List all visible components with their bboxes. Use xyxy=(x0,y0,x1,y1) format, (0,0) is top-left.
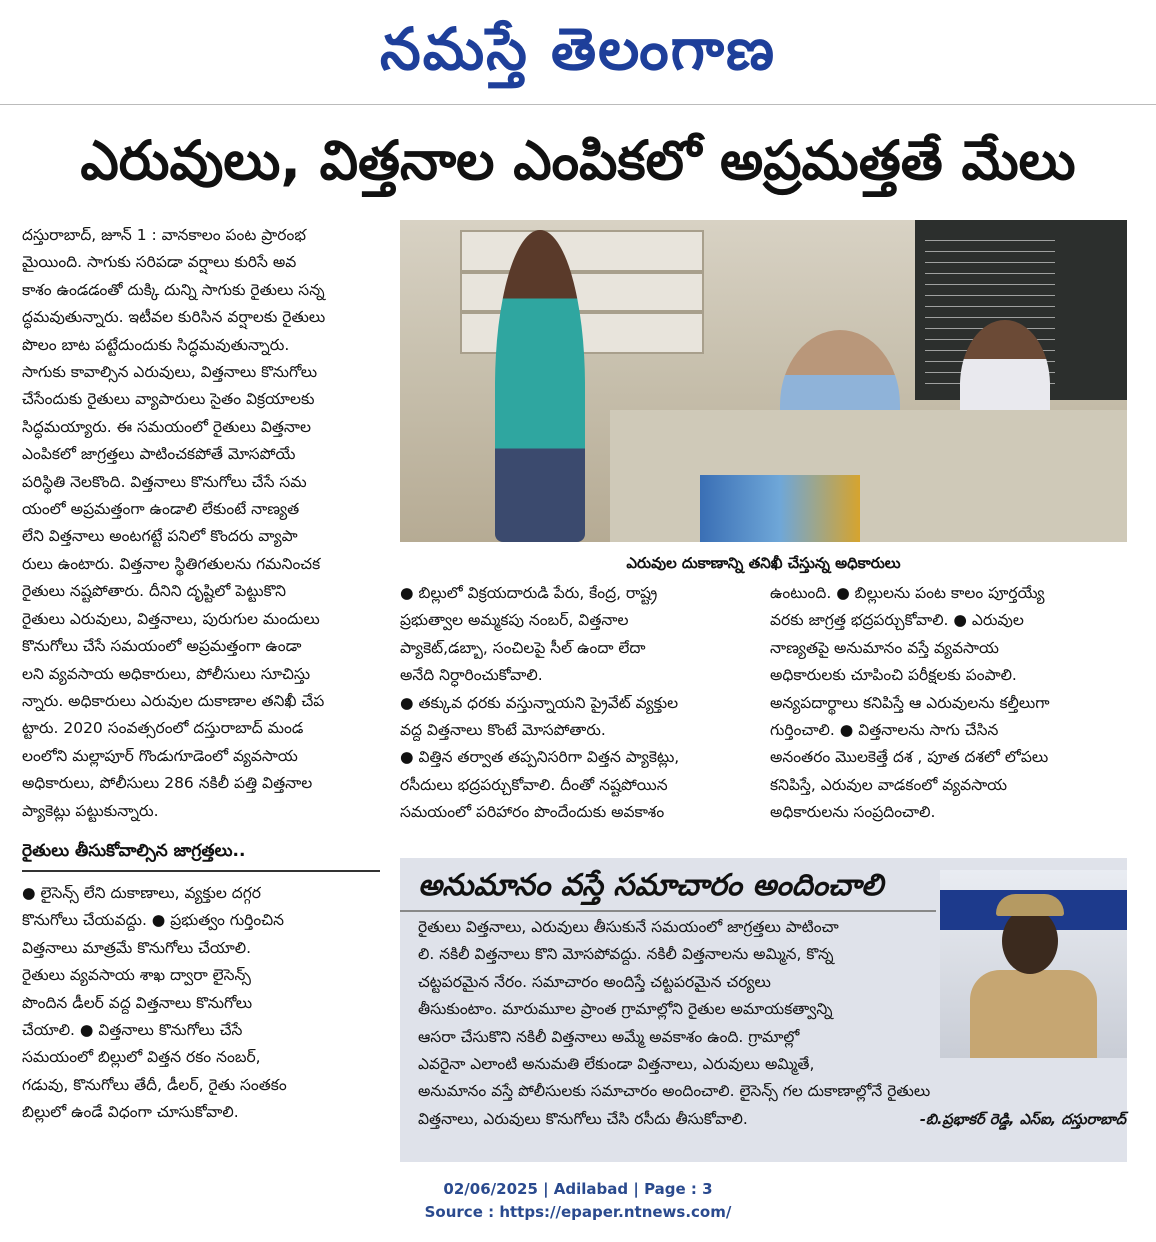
text-line: రైతులు ఎరువులు, విత్తనాలు, పురుగుల మందులు xyxy=(22,609,320,628)
text-line: నాణ్యతపై అనుమానం వస్తే వ్యవసాయ xyxy=(770,638,999,657)
text-line: లని వ్యవసాయ అధికారులు, పోలీసులు సూచిస్తు xyxy=(22,664,311,683)
text-line: చేసేందుకు రైతులు వ్యాపారులు సైతం విక్రయాలకు xyxy=(22,390,315,409)
masthead-divider xyxy=(0,104,1156,105)
page-footer xyxy=(0,1178,1156,1228)
article-photo xyxy=(400,220,1127,542)
text-line: లంలోని మల్లాపూర్ గొండుగూడెంలో వ్యవసాయ xyxy=(22,746,298,765)
text-line: లి. నకిలీ విత్తనాలు కొని మోసపోవద్దు. నకిలీ విత్తనాలను అమ్మిన, కొన్న xyxy=(418,945,834,964)
text-line: తీసుకుంటాం. మారుమూల ప్రాంత గ్రామాల్లోని రైతుల అమాయకత్వాన్ని xyxy=(418,1000,833,1019)
text-line: గడువు, కొనుగోలు తేదీ, డీలర్, రైతు సంతకం xyxy=(22,1075,287,1094)
photo-caption: ఎరువుల దుకాణాన్ని తనిఖీ చేస్తున్న అధికారులు xyxy=(626,554,901,572)
text-line: అనుమానం వస్తే పోలీసులకు సమాచారం అందించాలి. లైసెన్స్ గల దుకాణాల్లోనే రైతులు xyxy=(418,1082,931,1101)
article-column-right xyxy=(770,580,1127,827)
photo-desk xyxy=(610,410,1127,542)
advice-box-byline: -బి.ప్రభాకర్ రెడ్డి, ఎస్ఐ, దస్తురాబాద్ xyxy=(919,1112,1126,1128)
text-line: ప్యాకెట్లు పట్టుకున్నారు. xyxy=(22,801,159,820)
article-column-mid xyxy=(400,580,755,827)
text-line: సాగుకు కావాల్సిన ఎరువులు, విత్తనాలు కొనుగోలు xyxy=(22,363,318,382)
text-line: రులు ఉంటారు. విత్తనాల స్థితిగతులను గమనించక xyxy=(22,554,321,573)
text-line: దస్తురాబాద్, జూన్ 1 : వానకాలం పంట ప్రారంభ xyxy=(22,226,306,244)
advice-box-divider xyxy=(400,910,936,912)
text-line: ప్యాకెట్,డబ్బా, సంచిలపై సీల్ ఉందా లేదా xyxy=(400,638,646,657)
footer-source-link[interactable]: Source : https://epaper.ntnews.com/ xyxy=(424,1203,732,1221)
text-line: అధికారులను సంప్రదించాలి. xyxy=(770,803,936,822)
text-line: చేయాలి. ● విత్తనాలు కొనుగోలు చేసే xyxy=(22,1021,243,1040)
text-line: విత్తనాలు, ఎరువులు కొనుగోలు చేసి రసీదు తీసుకోవాలి. xyxy=(418,1109,748,1128)
advice-box-text xyxy=(418,914,938,1133)
text-line: గుర్తించాలి. ● విత్తనాలను సాగు చేసిన xyxy=(770,721,999,740)
text-line: ఆసరా చేసుకొని నకిలీ విత్తనాలు అమ్మే అవకాశం ఉంది. గ్రామాల్లో xyxy=(418,1027,800,1046)
text-line: ● తక్కువ ధరకు వస్తున్నాయని ప్రైవేట్ వ్యక్తుల xyxy=(400,693,679,712)
article-headline: ఎరువులు, విత్తనాల ఎంపికలో అప్రమత్తతే మేలు xyxy=(80,129,1076,192)
text-line: కాశం ఉండడంతో దుక్కి దున్ని సాగుకు రైతులు సన్న xyxy=(22,280,325,299)
text-line: రసీదులు భద్రపర్చుకోవాలి. దీంతో నష్టపోయిన xyxy=(400,775,668,794)
text-line: సమయంలో బిల్లులో విత్తన రకం నంబర్, xyxy=(22,1048,261,1067)
text-line: లేని విత్తనాలు అంటగట్టే పనిలో కొందరు వ్యాపా xyxy=(22,527,298,546)
text-line: ● లైసెన్స్ లేని దుకాణాలు, వ్యక్తుల దగ్గర xyxy=(22,884,261,902)
text-line: అనేది నిర్ధారించుకోవాలి. xyxy=(400,666,543,685)
text-line: పరిస్థితి నెలకొంది. విత్తనాలు కొనుగోలు చేసే సమ xyxy=(22,472,307,491)
police-advice-box xyxy=(400,858,1127,1162)
tips-column xyxy=(22,880,380,1127)
text-line: ఎవరైనా ఎలాంటి అనుమతి లేకుండా విత్తనాలు, ఎరువులు అమ్మితే, xyxy=(418,1055,815,1074)
text-line: ● బిల్లులో విక్రయదారుడి పేరు, కేంద్ర, రాష్ట్ర xyxy=(400,584,658,602)
text-line: విత్తనాలు మాత్రమే కొనుగోలు చేయాలి. xyxy=(22,938,252,957)
masthead xyxy=(0,0,1156,95)
text-line: అన్యపదార్థాలు కనిపిస్తే ఆ ఎరువులను కల్తీలుగా xyxy=(770,693,1050,712)
text-line: రైతులు వ్యవసాయ శాఖ ద్వారా లైసెన్స్ xyxy=(22,966,251,985)
text-line: ఉంటుంది. ● బిల్లులను పంట కాలం పూర్తయ్యే xyxy=(770,584,1045,602)
text-line: న్నారు. అధికారులు ఎరువుల దుకాణాల తనిఖీ చేప xyxy=(22,691,325,710)
officer-portrait xyxy=(940,870,1127,1058)
text-line: వద్ద విత్తనాలు కొంటే మోసపోతారు. xyxy=(400,721,606,740)
text-line: ట్టారు. 2020 సంవత్సరంలో దస్తురాబాద్ మండ xyxy=(22,719,304,738)
advice-box-title: అనుమానం వస్తే సమాచారం అందించాలి xyxy=(418,868,884,903)
text-line: బిల్లులో ఉండే విధంగా చూసుకోవాలి. xyxy=(22,1103,239,1122)
text-line: పొందిన డీలర్ వద్ద విత్తనాలు కొనుగోలు xyxy=(22,993,253,1012)
text-line: పొలం బాట పట్టేదుందుకు సిద్ధమవుతున్నారు. xyxy=(22,335,290,354)
text-line: ఎంపికలో జాగ్రత్తలు పాటించకపోతే మోసపోయే xyxy=(22,445,296,464)
text-line: అధికారులకు చూపించి పరీక్షలకు పంపాలి. xyxy=(770,666,1017,685)
footer-edition-info: 02/06/2025 | Adilabad | Page : 3 xyxy=(443,1180,713,1198)
text-line: అధికారులు, పోలీసులు 286 నకిలీ పత్తి విత్తనాల xyxy=(22,774,313,793)
text-line: కనిపిస్తే, ఎరువుల వాడకంలో వ్యవసాయ xyxy=(770,775,1008,794)
tips-heading: రైతులు తీసుకోవాల్సిన జాగ్రత్తలు.. xyxy=(22,841,246,861)
text-line: ప్రభుత్వాల అమ్మకపు నంబర్, విత్తనాల xyxy=(400,611,629,630)
text-line: వరకు జాగ్రత్త భద్రపర్చుకోవాలి. ● ఎరువుల xyxy=(770,611,1024,630)
text-line: అనంతరం మొలకెత్తే దశ , పూత దశలో లోపలు xyxy=(770,748,1049,767)
photo-person-standing xyxy=(495,230,585,542)
photo-poster xyxy=(700,475,860,542)
text-line: సమయంలో పరిహారం పొందేందుకు అవకాశం xyxy=(400,803,665,822)
newspaper-logo: నమస్తే తెలంగాణ xyxy=(380,15,776,83)
text-line: మైయింది. సాగుకు సరిపడా వర్షాలు కురిసే అవ xyxy=(22,253,297,272)
text-line: కొనుగోలు చేయవద్దు. ● ప్రభుత్వం గుర్తించిన xyxy=(22,911,284,930)
article-column-left xyxy=(22,222,380,825)
text-line: కొనుగోలు చేసే సమయంలో అప్రమత్తంగా ఉండా xyxy=(22,637,302,656)
text-line: సిద్ధమయ్యారు. ఈ సమయంలో రైతులు విత్తనాల xyxy=(22,417,311,436)
text-line: రైతులు విత్తనాలు, ఎరువులు తీసుకునే సమయంలో జాగ్రత్తలు పాటించా xyxy=(418,918,839,936)
text-line: ● విత్తిన తర్వాత తప్పనిసరిగా విత్తన ప్యాకెట్లు, xyxy=(400,748,680,767)
text-line: యంలో అప్రమత్తంగా ఉండాలి లేకుంటే నాణ్యత xyxy=(22,500,300,519)
text-line: చట్టపరమైన నేరం. సమాచారం అందిస్తే చట్టపరమైన చర్యలు xyxy=(418,972,771,991)
text-line: ద్ధమవుతున్నారు. ఇటీవల కురిసిన వర్షాలకు రైతులు xyxy=(22,308,326,327)
text-line: రైతులు నష్టపోతారు. దీనిని దృష్టిలో పెట్టుకొని xyxy=(22,582,287,601)
tips-heading-underline xyxy=(22,870,380,872)
